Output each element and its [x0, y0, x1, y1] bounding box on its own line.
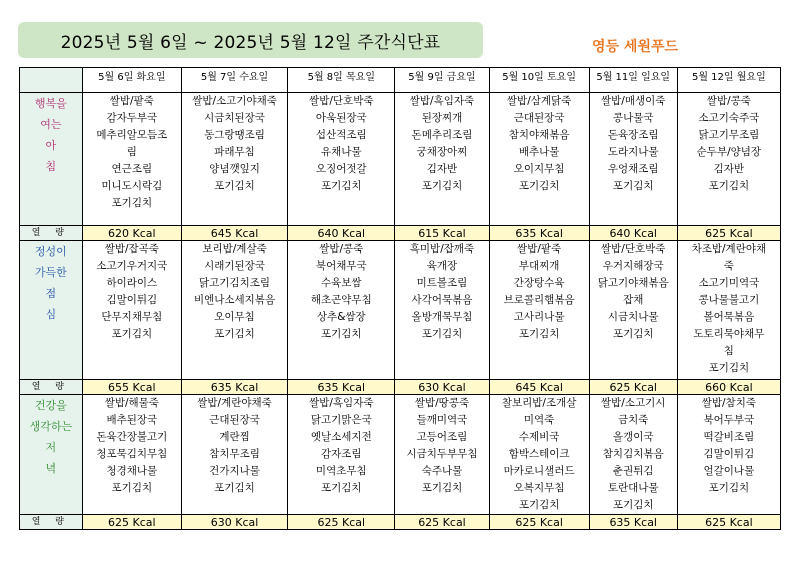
page-title: 2025년 5월 6일 ~ 2025년 5월 12일 주간식단표 — [60, 32, 441, 53]
menu-item: 포기김치 — [518, 328, 560, 340]
calorie-value: 625 Kcal — [489, 515, 589, 530]
meal-cell — [589, 395, 677, 515]
menu-item: 닭고기김치조림 — [199, 277, 271, 289]
calorie-value: 635 Kcal — [589, 515, 677, 530]
menu-item: 상추&쌈장 — [316, 311, 366, 323]
menu-item: 양념깻잎지 — [209, 163, 260, 175]
menu-item: 우거지해장국 — [602, 260, 664, 272]
day-header: 5월 7일 수요일 — [181, 68, 287, 93]
menu-item: 올갱이국 — [612, 431, 654, 443]
calorie-value: 660 Kcal — [677, 380, 780, 395]
meal-cell — [489, 241, 589, 380]
day-header: 5월 8일 목요일 — [288, 68, 395, 93]
menu-item: 포기김치 — [214, 328, 255, 340]
menu-item: 미트볼조림 — [416, 277, 468, 289]
breakfast-label: 행복을 여는 아침 — [20, 93, 83, 226]
menu-item: 계란찜 — [219, 431, 250, 443]
menu-item: 닭고기맑은국 — [310, 414, 372, 426]
menu-item: 마카로니샐러드 — [503, 465, 575, 477]
menu-item: 포기김치 — [111, 197, 153, 209]
menu-item: 토란대나물 — [607, 482, 659, 494]
menu-item: 죽 — [723, 260, 734, 272]
menu-item: 옛날소세지전 — [310, 431, 372, 443]
calorie-value: 625 Kcal — [589, 380, 677, 395]
menu-item: 콩나물국 — [612, 112, 654, 124]
calorie-value: 620 Kcal — [82, 226, 181, 241]
menu-item: 침 — [723, 345, 734, 357]
menu-item: 포기김치 — [214, 482, 255, 494]
menu-item: 볼어묵볶음 — [703, 311, 755, 323]
meal-cell — [589, 93, 677, 226]
menu-item: 파래무침 — [214, 146, 255, 158]
menu-item: 얼갈이나물 — [703, 465, 755, 477]
calorie-value: 630 Kcal — [181, 515, 287, 530]
page-title-box — [18, 22, 483, 58]
menu-item: 포기김치 — [612, 180, 654, 192]
menu-item: 청포묵김치무침 — [96, 448, 168, 460]
menu-item: 섭산적조림 — [315, 129, 367, 141]
menu-item: 포기김치 — [518, 499, 560, 511]
breakfast-row — [20, 93, 781, 226]
menu-item: 시금치된장국 — [204, 112, 265, 124]
dinner-row — [20, 395, 781, 515]
menu-item: 쌀밥/소고기야채죽 — [192, 95, 277, 107]
menu-item: 미역초무침 — [315, 465, 367, 477]
menu-item: 김자반 — [426, 163, 458, 175]
meal-cell — [181, 395, 287, 515]
menu-item: 비엔나소세지볶음 — [193, 294, 276, 306]
menu-item: 북어두부국 — [703, 414, 755, 426]
menu-item: 쌀밥/흑임자죽 — [309, 397, 374, 409]
weekly-menu-table — [19, 67, 781, 530]
corner-cell — [20, 68, 83, 93]
lunch-row — [20, 241, 781, 380]
menu-item: 쌀밥/해물죽 — [104, 397, 159, 409]
meal-cell — [181, 93, 287, 226]
menu-item: 춘권튀김 — [612, 465, 654, 477]
menu-item: 건가지나물 — [209, 465, 260, 477]
menu-item: 포기김치 — [612, 499, 654, 511]
menu-item: 쌀밥/소고기시 — [601, 397, 666, 409]
breakfast-calorie-row — [20, 226, 781, 241]
menu-item: 올방개묵무침 — [411, 311, 473, 323]
menu-item: 시래기된장국 — [204, 260, 265, 272]
menu-item: 오이지무침 — [513, 163, 565, 175]
menu-item: 브로콜리햄볶음 — [503, 294, 575, 306]
menu-item: 시금치나물 — [607, 311, 659, 323]
day-header: 5월 6일 화요일 — [82, 68, 181, 93]
meal-cell — [489, 395, 589, 515]
menu-item: 김말이튀김 — [703, 448, 755, 460]
day-header: 5월 11일 일요일 — [589, 68, 677, 93]
menu-item: 수제비국 — [518, 431, 560, 443]
menu-item: 근대된장국 — [209, 414, 260, 426]
menu-item: 포기김치 — [111, 328, 153, 340]
menu-item: 도토리묵야채무 — [693, 328, 765, 340]
menu-item: 포기김치 — [421, 180, 463, 192]
menu-item: 된장찌개 — [421, 112, 463, 124]
meal-cell — [677, 93, 780, 226]
menu-item: 해초곤약무침 — [310, 294, 372, 306]
menu-item: 림 — [126, 146, 137, 158]
menu-item: 숙주나물 — [421, 465, 463, 477]
menu-item: 아욱된장국 — [315, 112, 367, 124]
menu-item: 포기김치 — [321, 328, 362, 340]
menu-item: 오이무침 — [214, 311, 255, 323]
meal-cell — [395, 395, 489, 515]
company-name: 영등 세원푸드 — [592, 39, 679, 55]
menu-item: 쌀밥/콩죽 — [319, 243, 364, 255]
menu-item: 쌀밥/매생이죽 — [601, 95, 666, 107]
menu-item: 도라지나물 — [607, 146, 659, 158]
menu-item: 들깨미역국 — [416, 414, 468, 426]
menu-item: 참치김치볶음 — [602, 448, 664, 460]
calorie-value: 640 Kcal — [589, 226, 677, 241]
menu-item: 닭고기무조림 — [698, 129, 760, 141]
menu-item: 오징어젓갈 — [315, 163, 367, 175]
menu-item: 쌀밥/참치죽 — [701, 397, 756, 409]
menu-item: 소고기숙주국 — [698, 112, 760, 124]
menu-item: 시금치두부무침 — [406, 448, 478, 460]
day-header: 5월 12일 월요일 — [677, 68, 780, 93]
menu-item: 쌀밥/단호박죽 — [601, 243, 666, 255]
menu-item: 쌀밥/팥죽 — [517, 243, 562, 255]
menu-item: 부대찌개 — [518, 260, 560, 272]
menu-item: 보리밥/계살죽 — [202, 243, 267, 255]
menu-item: 고등어조림 — [416, 431, 468, 443]
menu-item: 북어채무국 — [315, 260, 367, 272]
menu-item: 미니도시락김 — [101, 180, 163, 192]
menu-item: 배추나물 — [518, 146, 560, 158]
menu-item: 포기김치 — [111, 482, 153, 494]
meal-cell — [288, 395, 395, 515]
calorie-value: 625 Kcal — [677, 226, 780, 241]
menu-item: 차조밥/계란야채 — [691, 243, 767, 255]
menu-item: 소고기미역국 — [698, 277, 760, 289]
meal-cell — [181, 241, 287, 380]
menu-item: 포기김치 — [708, 362, 750, 374]
meal-cell — [395, 241, 489, 380]
menu-item: 참치야채볶음 — [508, 129, 570, 141]
menu-item: 찰보리밥/조개살 — [501, 397, 577, 409]
menu-item: 잡채 — [623, 294, 644, 306]
calorie-value: 655 Kcal — [82, 380, 181, 395]
lunch-calorie-row — [20, 380, 781, 395]
menu-item: 쌀밥/콩죽 — [706, 95, 751, 107]
meal-cell — [589, 241, 677, 380]
meal-cell — [395, 93, 489, 226]
menu-item: 포기김치 — [518, 180, 560, 192]
calorie-value: 625 Kcal — [288, 515, 395, 530]
menu-item: 쌀밥/흑임자죽 — [409, 95, 475, 107]
meal-cell — [489, 93, 589, 226]
menu-item: 떡갈비조림 — [703, 431, 755, 443]
day-header: 5월 10일 토요일 — [489, 68, 589, 93]
calorie-label: 열 량 — [20, 226, 83, 241]
meal-cell — [288, 93, 395, 226]
menu-item: 돈육간장불고기 — [96, 431, 168, 443]
meal-cell — [288, 241, 395, 380]
menu-item: 포기김치 — [708, 180, 750, 192]
menu-item: 유채나물 — [321, 146, 362, 158]
menu-item: 순두부/양념장 — [696, 146, 762, 158]
meal-cell — [82, 395, 181, 515]
menu-item: 돈메추리조림 — [411, 129, 473, 141]
meal-cell — [677, 241, 780, 380]
menu-item: 금치죽 — [618, 414, 649, 426]
menu-item: 함박스테이크 — [508, 448, 570, 460]
day-header: 5월 9일 금요일 — [395, 68, 489, 93]
calorie-label: 열 량 — [20, 515, 83, 530]
meal-cell — [677, 395, 780, 515]
menu-item: 동그랑땡조림 — [204, 129, 265, 141]
menu-item: 쌀밥/계란야채죽 — [197, 397, 272, 409]
calorie-value: 630 Kcal — [395, 380, 489, 395]
calorie-value: 635 Kcal — [181, 380, 287, 395]
menu-item: 고사리나물 — [513, 311, 565, 323]
menu-item: 포기김치 — [421, 328, 463, 340]
menu-item: 콩나물불고기 — [698, 294, 760, 306]
menu-item: 포기김치 — [214, 180, 255, 192]
menu-item: 김자반 — [713, 163, 745, 175]
menu-item: 쌀밥/팥죽 — [109, 95, 154, 107]
calorie-value: 625 Kcal — [82, 515, 181, 530]
lunch-label: 정성이 가득한 점심 — [20, 241, 83, 380]
menu-item: 쌀밥/땅콩죽 — [414, 397, 470, 409]
menu-item: 사각어묵볶음 — [411, 294, 473, 306]
menu-item: 감자두부국 — [106, 112, 158, 124]
calorie-value: 615 Kcal — [395, 226, 489, 241]
menu-item: 근대된장국 — [513, 112, 565, 124]
menu-item: 하이라이스 — [106, 277, 158, 289]
menu-item: 연근조림 — [111, 163, 153, 175]
menu-item: 포기김치 — [321, 482, 362, 494]
menu-item: 오복지무침 — [513, 482, 565, 494]
menu-item: 포기김치 — [321, 180, 362, 192]
calorie-value: 635 Kcal — [489, 226, 589, 241]
menu-item: 육개장 — [426, 260, 458, 272]
calorie-value: 635 Kcal — [288, 380, 395, 395]
menu-item: 쌀밥/삼계닭죽 — [506, 95, 572, 107]
calorie-value: 645 Kcal — [489, 380, 589, 395]
menu-item: 소고기우거지국 — [96, 260, 168, 272]
menu-item: 메추리알모듬조 — [96, 129, 168, 141]
calorie-value: 625 Kcal — [395, 515, 489, 530]
day-header-row — [20, 68, 781, 93]
menu-item: 청경채나물 — [106, 465, 158, 477]
dinner-calorie-row — [20, 515, 781, 530]
menu-item: 포기김치 — [421, 482, 463, 494]
menu-item: 감자조림 — [321, 448, 362, 460]
menu-item: 우엉채조림 — [607, 163, 659, 175]
menu-item: 궁채장아찌 — [416, 146, 468, 158]
menu-item: 닭고기야채볶음 — [597, 277, 669, 289]
menu-item: 수육보쌈 — [321, 277, 362, 289]
menu-item: 쌀밥/잡곡죽 — [104, 243, 159, 255]
menu-item: 포기김치 — [612, 328, 654, 340]
meal-cell — [82, 93, 181, 226]
menu-item: 미역죽 — [523, 414, 555, 426]
menu-item: 쌀밥/단호박죽 — [309, 95, 374, 107]
meal-cell — [82, 241, 181, 380]
menu-item: 단무지채무침 — [101, 311, 163, 323]
menu-item: 김말이튀김 — [106, 294, 158, 306]
menu-item: 간장탕수육 — [513, 277, 565, 289]
calorie-value: 645 Kcal — [181, 226, 287, 241]
menu-item: 돈육장조림 — [607, 129, 659, 141]
dinner-label: 건강을 생각하는 저녁 — [20, 395, 83, 515]
calorie-value: 640 Kcal — [288, 226, 395, 241]
calorie-value: 625 Kcal — [677, 515, 780, 530]
menu-item: 배추된장국 — [106, 414, 158, 426]
menu-item: 참치무조림 — [209, 448, 260, 460]
menu-item: 흑미밥/잡깨죽 — [409, 243, 475, 255]
menu-item: 포기김치 — [708, 482, 750, 494]
calorie-label: 열 량 — [20, 380, 83, 395]
